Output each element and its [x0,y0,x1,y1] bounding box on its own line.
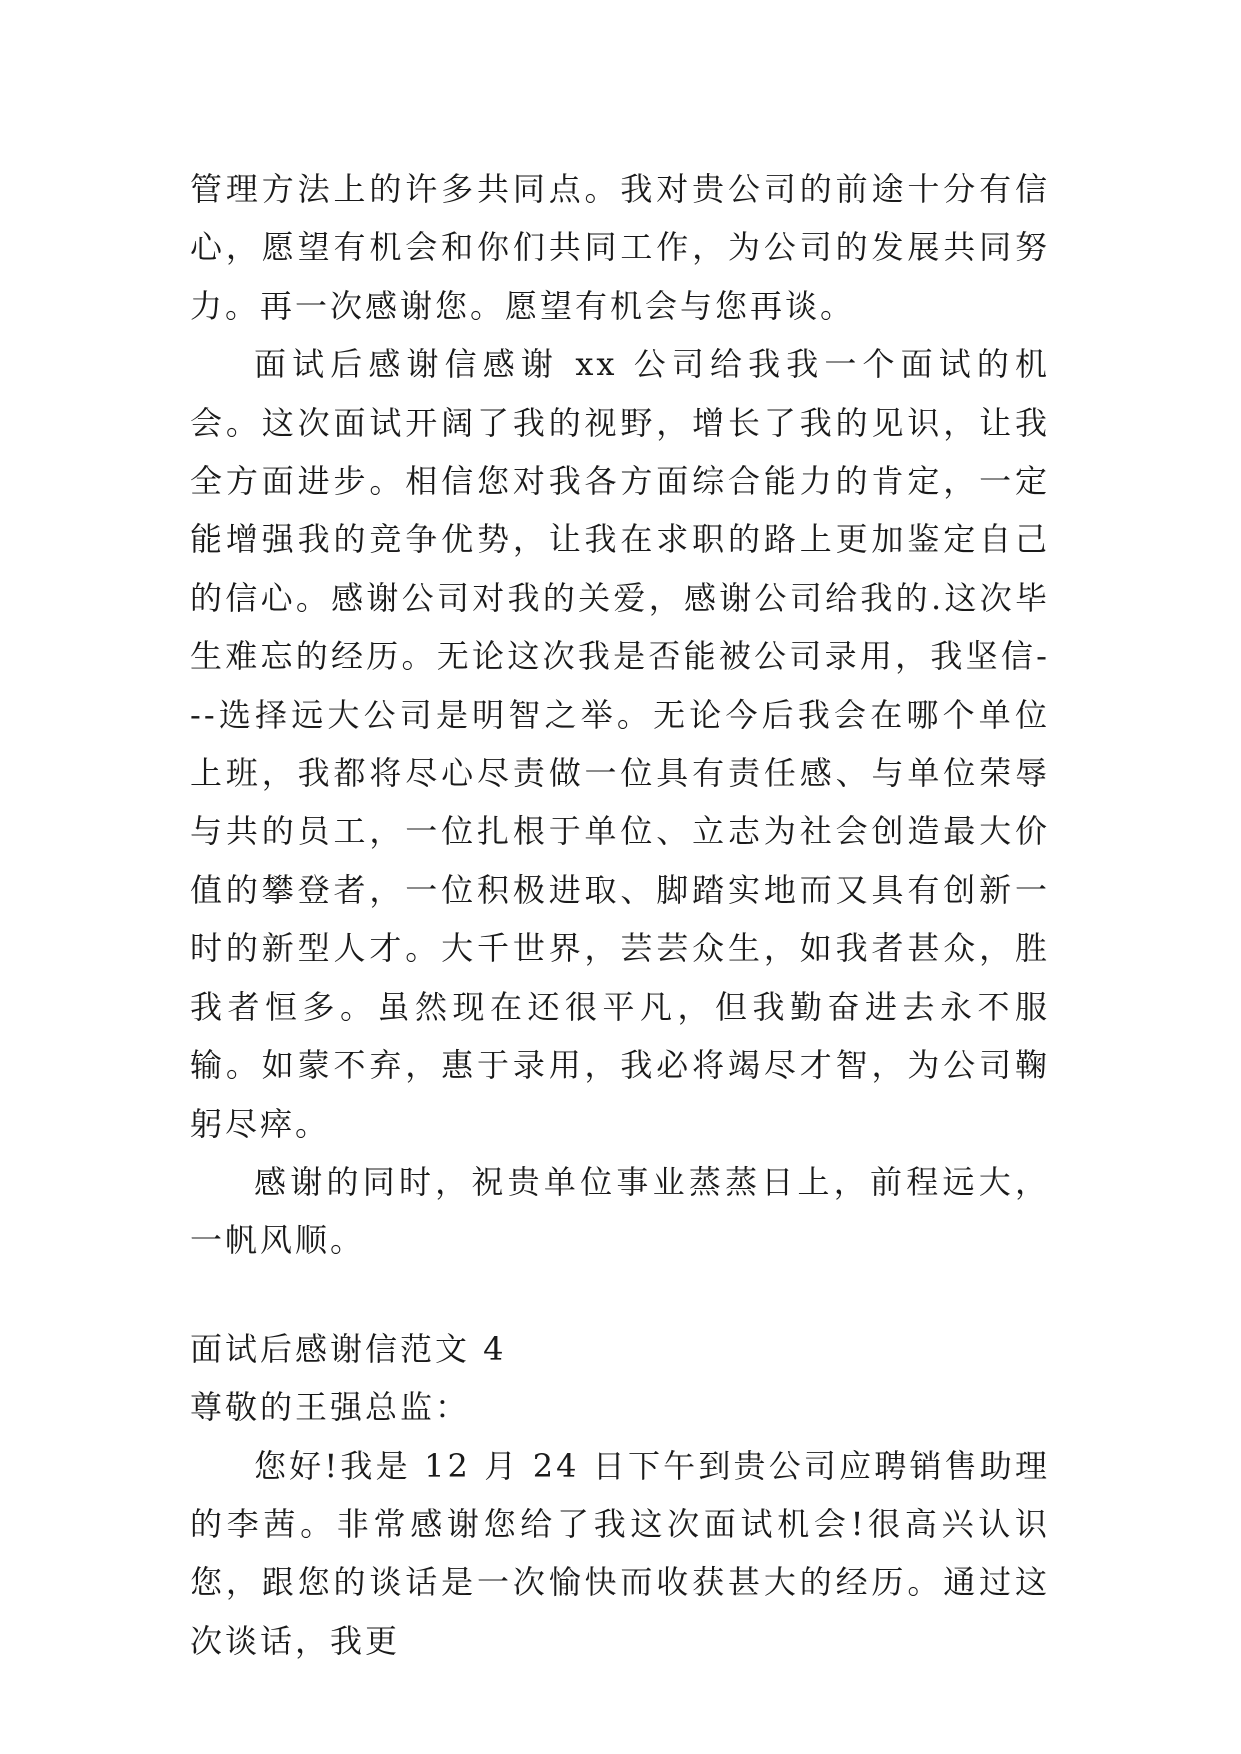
paragraph-2: 面试后感谢信感谢 xx 公司给我我一个面试的机会。这次面试开阔了我的视野，增长了我的见识，让我全方面进步。相信您对我各方面综合能力的肯定，一定能增强我的竞争优势，让我在求职的路上更加鉴定自己的信心。感谢公司对我的关爱，感谢公司给我的.这次毕生难忘的经历。无论这次我是否能被公司录用，我坚信---选择远大公司是明智之举。无论今后我会在哪个单位上班，我都将尽心尽责做一位具有责任感、与单位荣辱与共的员工，一位扎根于单位、立志为社会创造最大价值的攀登者，一位积极进取、脚踏实地而又具有创新一时的新型人才。大千世界，芸芸众生，如我者甚众，胜我者恒多。虽然现在还很平凡，但我勤奋进去永不服输。如蒙不弃，惠于录用，我必将竭尽才智，为公司鞠躬尽瘁。 [190,345,1050,1143]
letter-salutation: 尊敬的王强总监： [190,1388,471,1427]
document-body [190,160,1050,1670]
letter-paragraph: 您好!我是 12 月 24 日下午到贵公司应聘销售助理的李茜。非常感谢您给了我这次面试机会!很高兴认识您，跟您的谈话是一次愉快而收获甚大的经历。通过这次谈话，我更 [190,1446,1050,1660]
section-heading: 面试后感谢信范文 4 [190,1329,507,1368]
paragraph-3: 感谢的同时，祝贵单位事业蒸蒸日上，前程远大，一帆风顺。 [190,1162,1050,1260]
paragraph-1: 管理方法上的许多共同点。我对贵公司的前途十分有信心，愿望有机会和你们共同工作，为公司的发展共同努力。再一次感谢您。愿望有机会与您再谈。 [190,170,1050,325]
